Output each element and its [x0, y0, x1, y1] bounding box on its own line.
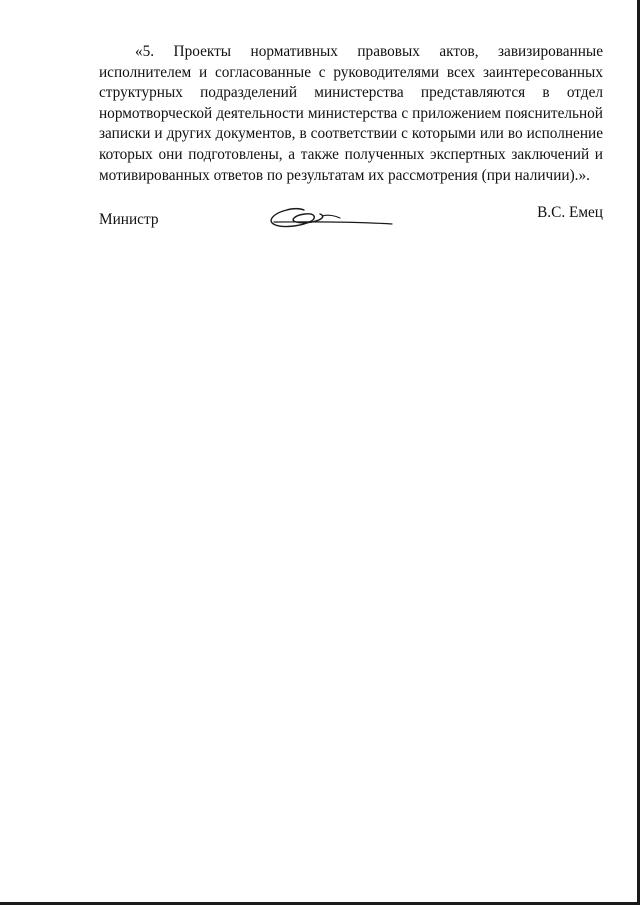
paragraph-line: мотивированных ответов по результатам их рассмотрения (при наличии).».: [99, 166, 590, 184]
paragraph-line: нормотворческой деятельности министерства с приложением пояснительной: [99, 104, 603, 122]
paragraph-line: «5. Проекты нормативных правовых актов, завизированные: [135, 43, 603, 60]
paragraph-line: записки и других документов, в соответствии с которыми или во исполнение: [99, 125, 603, 143]
signatory-title: Министр: [99, 211, 159, 228]
handwritten-signature: [264, 204, 394, 234]
signatory-name: В.С. Емец: [537, 204, 603, 221]
paragraph-line: исполнителем и согласованные с руководителями всех заинтересованных: [99, 63, 603, 81]
paragraph-line: которых они подготовлены, а также полученных экспертных заключений и: [99, 145, 603, 163]
signature-block: [99, 204, 603, 244]
paragraph-item-5: [99, 42, 603, 186]
paragraph-line: структурных подразделений министерства представляются в отдел: [99, 84, 603, 102]
